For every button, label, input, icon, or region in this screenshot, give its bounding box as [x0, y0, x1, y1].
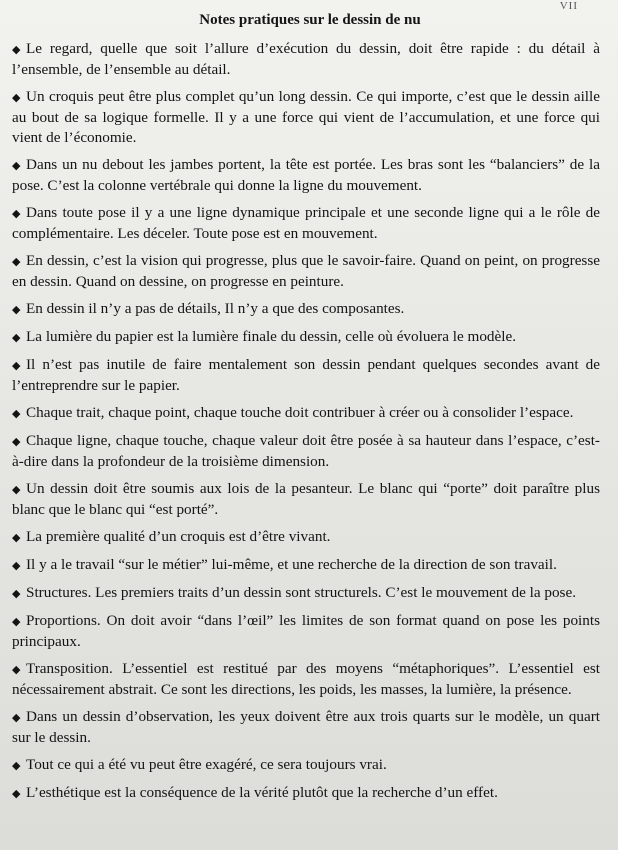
note-text: L’esthétique est la conséquence de la vérité plutôt que la recherche d’un effet.: [26, 784, 498, 801]
diamond-bullet-icon: ◆: [12, 160, 21, 172]
note-text: En dessin il n’y a pas de détails, Il n’y a que des composantes.: [26, 300, 405, 317]
note-text: Il n’est pas inutile de faire mentalement son dessin pendant quelques secondes avant de l’entreprendre sur le papier.: [12, 356, 600, 394]
diamond-bullet-icon: ◆: [12, 256, 21, 268]
note-text: Dans un dessin d’observation, les yeux doivent être aux trois quarts sur le modèle, un quart sur le dessin.: [12, 708, 600, 746]
note-item: [12, 203, 600, 244]
note-item: [12, 251, 600, 292]
page-title: Notes pratiques sur le dessin de nu: [199, 12, 421, 28]
note-text: Chaque ligne, chaque touche, chaque valeur doit être posée à sa hauteur dans l’espace, c’est-à-dire dans la profondeur de la troisième dimension.: [12, 432, 600, 470]
note-text: Il y a le travail “sur le métier” lui-même, et une recherche de la direction de son travail.: [26, 556, 557, 573]
diamond-bullet-icon: ◆: [12, 436, 21, 448]
diamond-bullet-icon: ◆: [12, 664, 21, 676]
note-item: [12, 555, 600, 576]
diamond-bullet-icon: ◆: [12, 332, 21, 344]
note-text: Le regard, quelle que soit l’allure d’exécution du dessin, doit être rapide : du détail à l’ensemble, de l’ensemble au détail.: [12, 40, 600, 78]
diamond-bullet-icon: ◆: [12, 760, 21, 772]
note-item: [12, 659, 600, 700]
note-item: [12, 611, 600, 652]
note-item: [12, 39, 600, 80]
note-text: Dans toute pose il y a une ligne dynamique principale et une seconde ligne qui a le rôle de complémentaire. Les déceler. Toute pose est en mouvement.: [12, 204, 600, 242]
note-item: [12, 355, 600, 396]
page-marker: VII: [559, 0, 578, 12]
note-text: Proportions. On doit avoir “dans l’œil” les limites de son format quand on pose les points principaux.: [12, 612, 600, 650]
note-item: [12, 431, 600, 472]
note-text: Un croquis peut être plus complet qu’un long dessin. Ce qui importe, c’est que le dessin aille au bout de sa logique formelle. Il y a une force qui vient de l’accumulation, et une force qui vient de l’économie.: [12, 88, 600, 146]
diamond-bullet-icon: ◆: [12, 208, 21, 220]
note-text: Transposition. L’essentiel est restitué par des moyens “métaphoriques”. L’essentiel est nécessairement abstrait. Ce sont les directions, les poids, les masses, la lumière, la présence.: [12, 660, 600, 698]
note-item: [12, 755, 600, 776]
diamond-bullet-icon: ◆: [12, 304, 21, 316]
diamond-bullet-icon: ◆: [12, 360, 21, 372]
note-item: [12, 299, 600, 320]
note-item: [12, 707, 600, 748]
diamond-bullet-icon: ◆: [12, 560, 21, 572]
diamond-bullet-icon: ◆: [12, 44, 21, 56]
notes-list: [12, 39, 600, 804]
note-text: Un dessin doit être soumis aux lois de la pesanteur. Le blanc qui “porte” doit paraître plus blanc que le blanc qui “est porté”.: [12, 480, 600, 518]
note-item: [12, 327, 600, 348]
note-item: [12, 527, 600, 548]
diamond-bullet-icon: ◆: [12, 408, 21, 420]
note-item: [12, 403, 600, 424]
note-item: [12, 155, 600, 196]
note-text: Dans un nu debout les jambes portent, la tête est portée. Les bras sont les “balanciers” de la pose. C’est la colonne vertébrale qui donne la ligne du mouvement.: [12, 156, 600, 194]
diamond-bullet-icon: ◆: [12, 484, 21, 496]
diamond-bullet-icon: ◆: [12, 616, 21, 628]
note-text: La première qualité d’un croquis est d’être vivant.: [26, 528, 331, 545]
note-text: En dessin, c’est la vision qui progresse, plus que le savoir-faire. Quand on peint, on progresse en dessin. Quand on dessine, on progresse en peinture.: [12, 252, 600, 290]
diamond-bullet-icon: ◆: [12, 588, 21, 600]
diamond-bullet-icon: ◆: [12, 712, 21, 724]
note-text: Structures. Les premiers traits d’un dessin sont structurels. C’est le mouvement de la pose.: [26, 584, 577, 601]
note-text: Tout ce qui a été vu peut être exagéré, ce sera toujours vrai.: [26, 756, 387, 773]
note-item: [12, 87, 600, 148]
note-item: [12, 479, 600, 520]
note-item: [12, 583, 600, 604]
diamond-bullet-icon: ◆: [12, 532, 21, 544]
note-item: [12, 783, 600, 804]
note-text: La lumière du papier est la lumière finale du dessin, celle où évoluera le modèle.: [26, 328, 517, 345]
diamond-bullet-icon: ◆: [12, 788, 21, 800]
diamond-bullet-icon: ◆: [12, 92, 21, 104]
note-text: Chaque trait, chaque point, chaque touche doit contribuer à créer ou à consolider l’espace.: [26, 404, 574, 421]
